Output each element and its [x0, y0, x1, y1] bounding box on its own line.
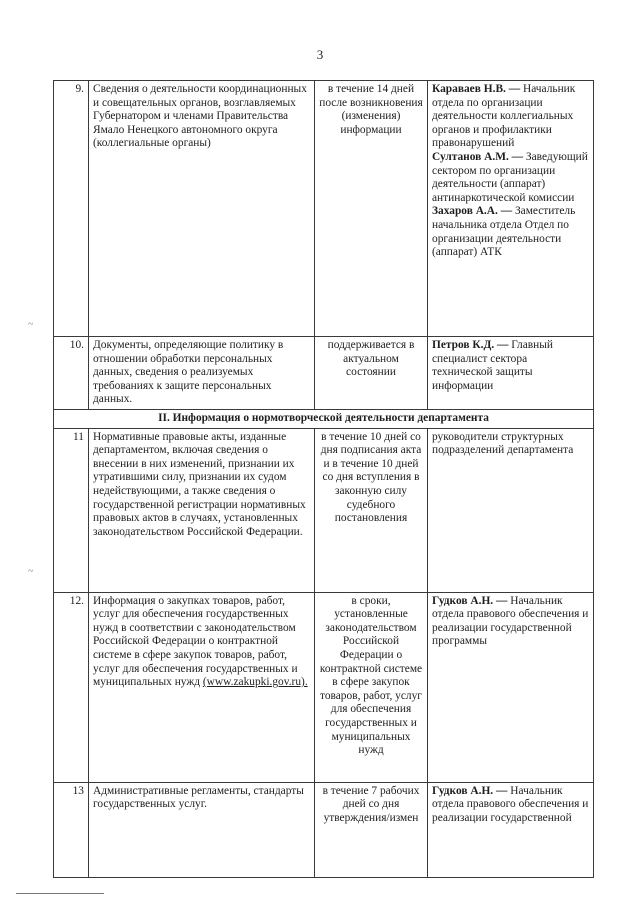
- row-description: Документы, определяющие политику в отношении обработки персональных данных, сведения о реализуемых требованиях к защите персональных данных.: [89, 337, 315, 410]
- dash-separator: —: [508, 150, 526, 163]
- person-role: Начальник отдела правового обеспечения и реализации государственной: [432, 784, 589, 824]
- row-term: поддерживается в актуальном состоянии: [315, 337, 428, 410]
- margin-mark: ~: [28, 566, 34, 577]
- table-row: [54, 81, 594, 337]
- person-role: Заведующий сектором по организации деятельности (аппарат) антинаркотической комиссии: [432, 150, 588, 204]
- person-role: Заместитель начальника отдела Отдел по организации деятельности (аппарат) АТК: [432, 205, 576, 259]
- row-description: [89, 592, 315, 782]
- responsible-person: [432, 339, 589, 393]
- row-term: в течение 7 рабочих дней со дня утверждения/измен: [315, 782, 428, 877]
- row-responsible: [428, 337, 594, 410]
- table-row: [54, 592, 594, 782]
- person-name: Гудков А.Н.: [432, 784, 494, 797]
- person-name: Петров К.Д.: [432, 339, 495, 351]
- row-number: 11: [54, 428, 89, 592]
- row-description: Сведения о деятельности координационных и совещательных органов, возглавляемых Губернатором и членами Правительства Ямало Ненецкого автономного округа (коллегиальные органы): [89, 81, 315, 337]
- dash-separator: —: [493, 784, 511, 797]
- person-role: Главный специалист сектора технической защиты информации: [432, 339, 553, 392]
- person-name: Султанов А.М.: [432, 150, 509, 163]
- person-name: Захаров А.А.: [432, 205, 498, 218]
- person-role: Начальник отдела по организации деятельности коллегиальных органов и профилактики правонарушений: [432, 83, 576, 150]
- footer-rule: [16, 893, 104, 894]
- page-number: 3: [316, 47, 324, 62]
- row-number: 9.: [54, 81, 89, 337]
- row-term: в сроки, установленные законодательством Российской Федерации о контрактной системе в сфере закупок товаров, работ, услуг для обеспечения государственных и муниципальных нужд: [315, 592, 428, 782]
- section-row: [54, 409, 594, 428]
- dash-separator: —: [494, 339, 512, 351]
- section-title: II. Информация о нормотворческой деятельности департамента: [54, 409, 594, 428]
- description-text: Информация о закупках товаров, работ, услуг для обеспечения государственных нужд в соответствии с законодательством Российской Федерации о контрактной системе в сфере закупок товаров, работ, услуг для обеспечения государственных и муниципальных нужд: [93, 594, 298, 689]
- row-description: Нормативные правовые акты, изданные департаментом, включая сведения о внесении в них изменений, признании их утратившими силу, признании их судом недействующими, а также сведения о государственной регистрации нормативных правовых актов в случаях, установленных законодательством Российской Федерации.: [89, 428, 315, 592]
- person-role: Начальник отдела правового обеспечения и реализации государственной программы: [432, 594, 589, 648]
- row-number: 13: [54, 782, 89, 877]
- responsible-person: [432, 785, 589, 826]
- table-row: [54, 782, 594, 877]
- row-responsible: [428, 782, 594, 877]
- row-number: 12.: [54, 592, 89, 782]
- row-term: в течение 14 дней после возникновения (изменения) информации: [315, 81, 428, 337]
- person-name: Караваев Н.В.: [432, 83, 506, 95]
- table-row: [54, 337, 594, 410]
- responsible-person: [432, 205, 589, 259]
- responsible-person: [432, 83, 589, 151]
- margin-mark: ~: [28, 319, 34, 330]
- row-responsible: [428, 592, 594, 782]
- procurement-link[interactable]: (www.zakupki.gov.ru).: [202, 676, 308, 689]
- row-description: Административные регламенты, стандарты государственных услуг.: [89, 782, 315, 877]
- table-row: [54, 428, 594, 592]
- row-responsible: [428, 81, 594, 337]
- dash-separator: —: [497, 205, 515, 218]
- responsible-person: [432, 595, 589, 649]
- row-term: в течение 10 дней со дня подписания акта и в течение 10 дней со дня вступления в законную силу судебного постановления: [315, 428, 428, 592]
- row-number: 10.: [54, 337, 89, 410]
- document-table: [53, 80, 594, 878]
- person-name: Гудков А.Н.: [432, 594, 494, 607]
- dash-separator: —: [493, 594, 511, 607]
- dash-separator: —: [505, 83, 523, 95]
- responsible-person: [432, 151, 589, 205]
- row-responsible: руководители структурных подразделений департамента: [428, 428, 594, 592]
